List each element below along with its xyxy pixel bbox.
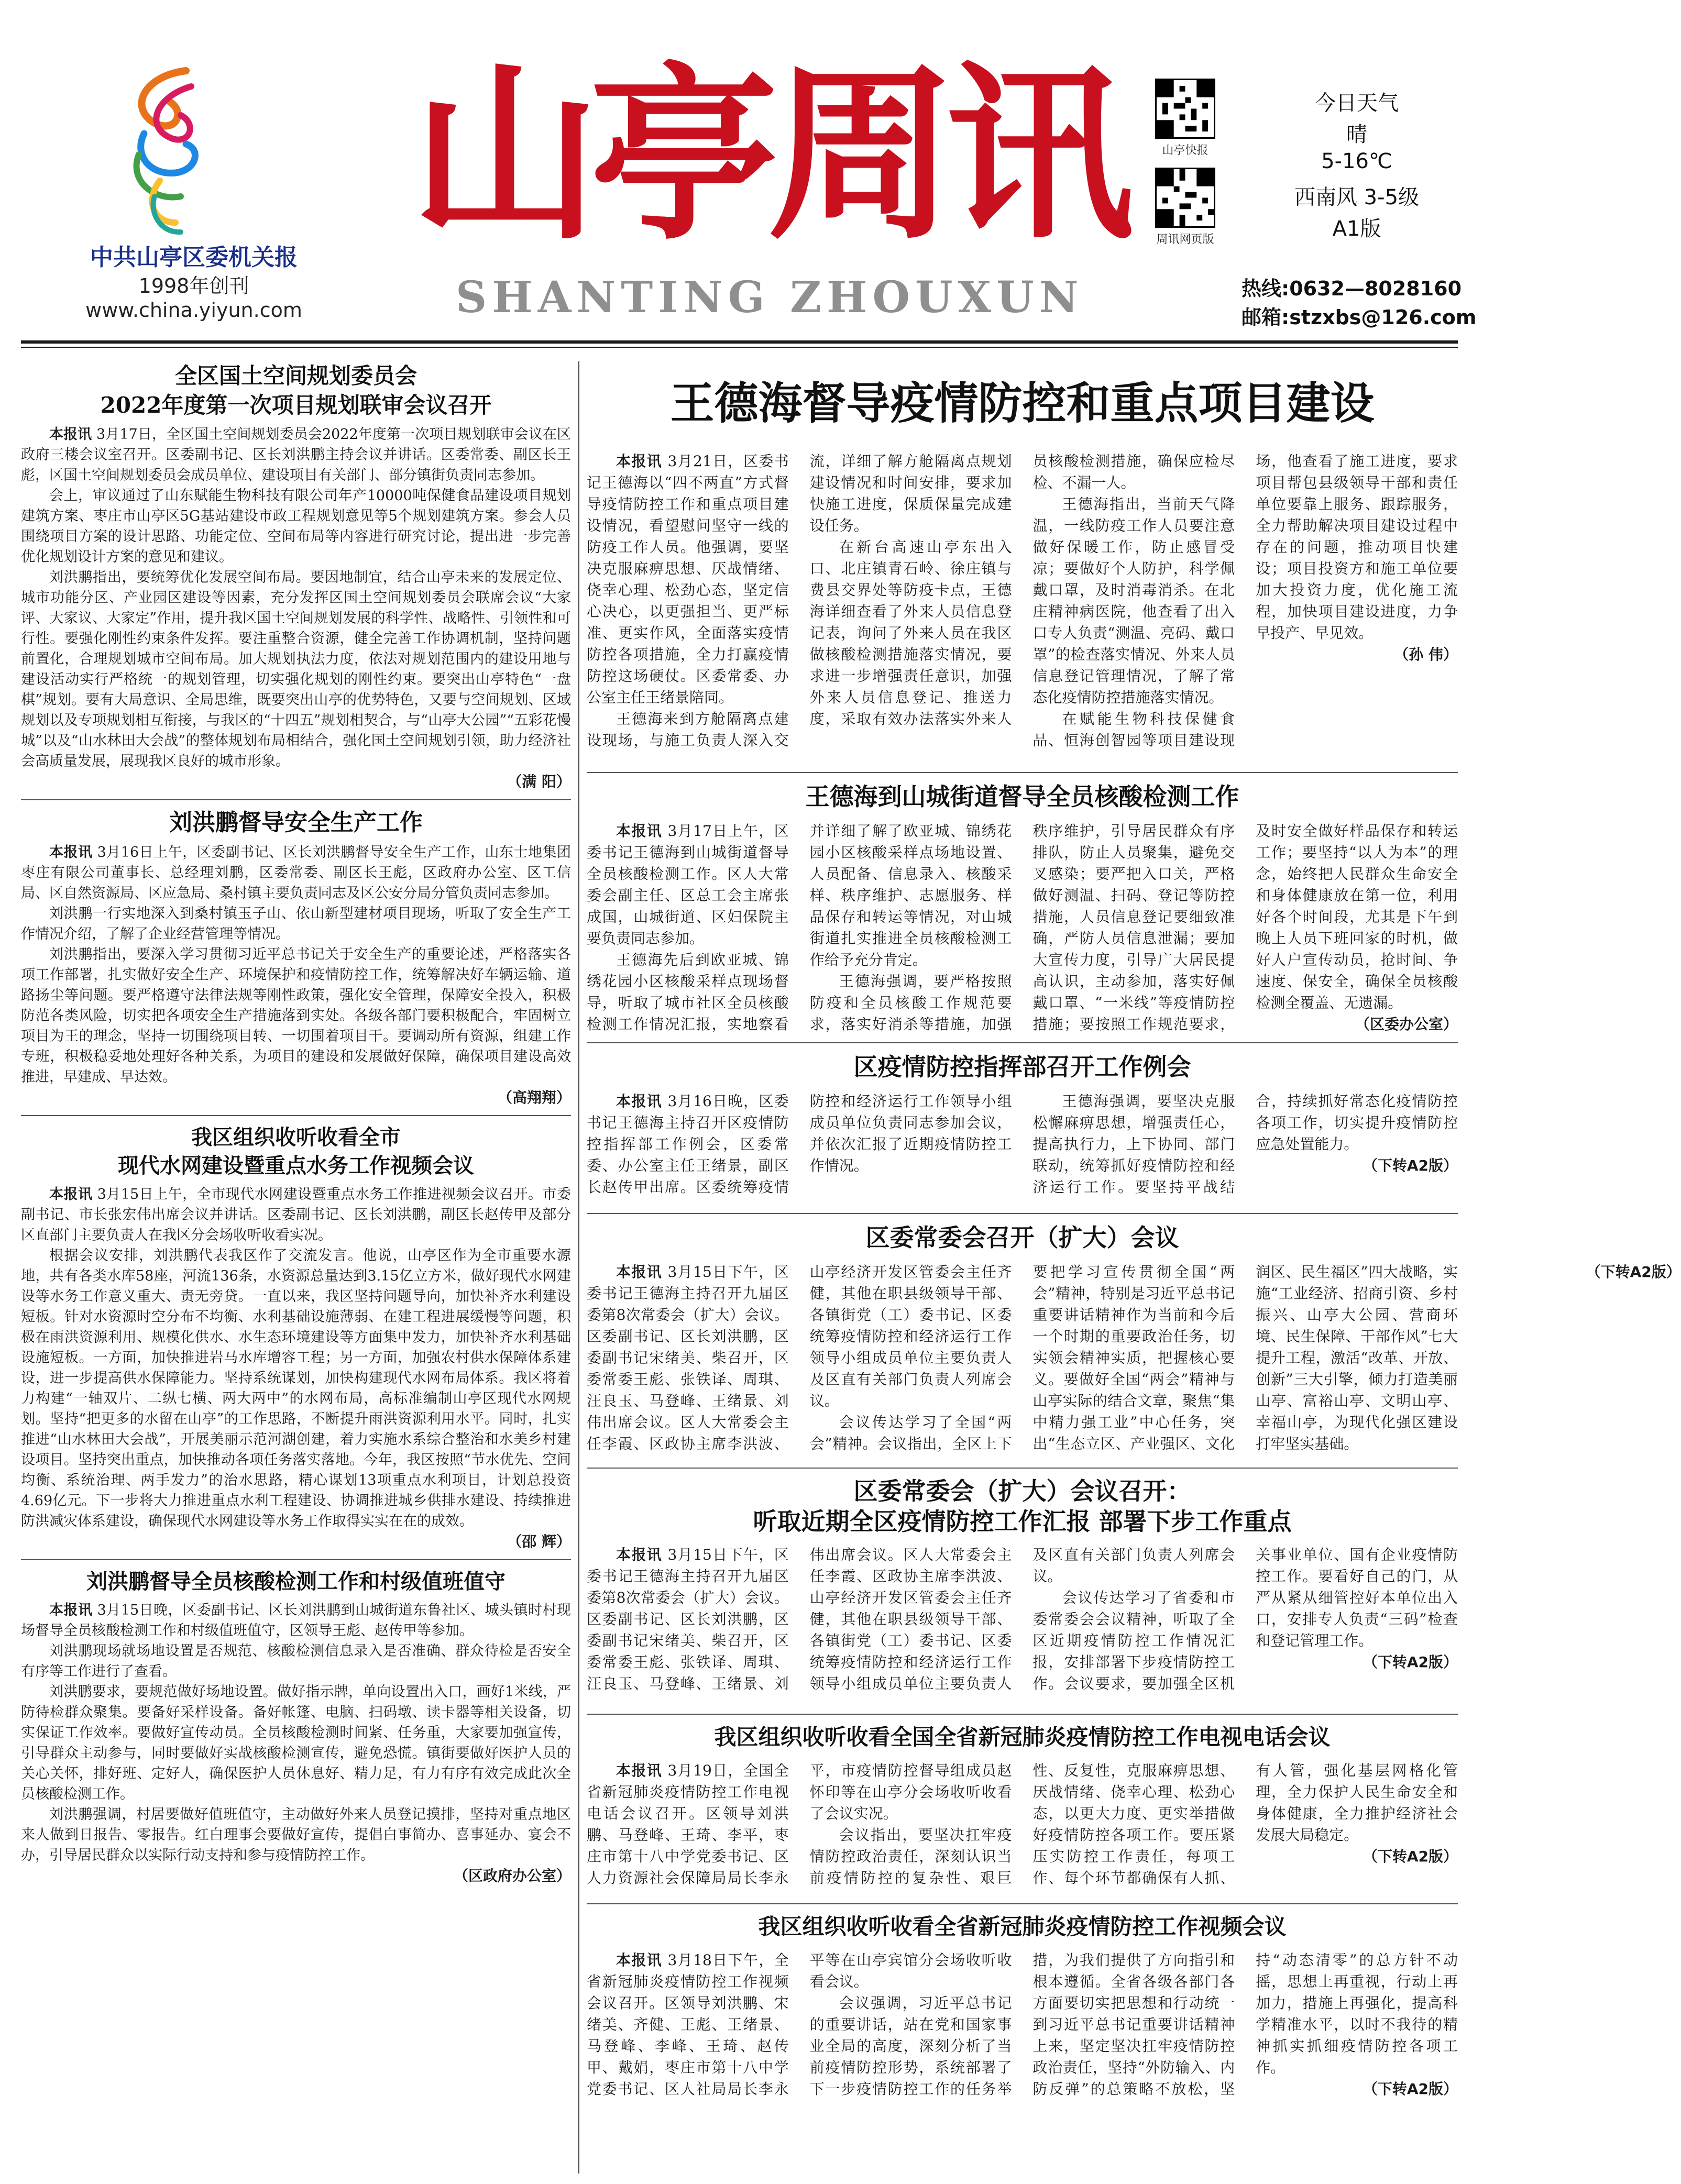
article-paragraph: 会上，审议通过了山东赋能生物科技有限公司年产10000吨保健食品建设项目规划建筑方案、枣庄市山亭区5G基站建设市政工程规划意见等5个规划建筑方案。参会人员围绕项目方案的设计思路、功能定位、空间布局等内容进行研究讨论，提出进一步完善优化规划设计方案的意见和建议。 (21, 488, 571, 565)
article-paragraph: 王德海指出，当前天气降温，一线防疫工作人员要注意做好保暖工作，防止感冒受凉；要做好个人防护，科学佩戴口罩，及时消毒消杀。在北庄精神病医院，他查看了出入口专人负责“测温、亮码、戴口罩”的检查落实情况、外来人员信息登记管理情况，了解了常态化疫情防控措施落实情况。 (1032, 495, 1235, 706)
article-planning-meeting (21, 361, 571, 792)
article-title: 听取近期全区疫情防控工作汇报 部署下步工作重点 (753, 1507, 1292, 1536)
article-paragraph: 本报讯 3月19日，全国全省新冠肺炎疫情防控工作电视电话会议召开。区领导刘洪鹏、马登峰、王琦、李平，枣庄市第十八中学党委书记、区人力资源社会保障局局长李永平，市疫情防控督导组成员赵怀印等在山亭分会场收听收看了会议实况。 (587, 1762, 1012, 1887)
article-title: 2022年度第一次项目规划联审会议召开 (100, 392, 492, 418)
byline: 本报讯 (49, 1602, 93, 1618)
article-title: 我区组织收听收看全市 (191, 1125, 401, 1150)
article-paragraph: 刘洪鹏要求，要规范做好场地设置。做好指示牌，单向设置出入口，画好1米线，严防待检群众聚集。要备好采样设备。备好帐篷、电脑、扫码墩、读卡器等相关设备，切实保证工作效率。要做好宣传动员。全员核酸检测时间紧、任务重，大家要加强宣传，引导群众主动参与，同时要做好实战核酸检测宣传，避免恐慌。镇街要做好医护人员的关心关怀，排好班、定好人，确保医护人员休息好、精力足，有力有序有效完成此次全员核酸检测工作。 (21, 1684, 571, 1802)
byline: 本报讯 (616, 1263, 663, 1281)
article-paragraph: 在赋能生物科技保健食品、恒海创智园等项目建设现场，他查看了施工进度，要求项目帮包县级领导干部和责任单位要靠上服务、跟踪服务，全力帮助解决项目建设过程中存在的问题，推动项目快建设；项目投资方和施工单位要加大投资力度，优化施工流程，加快项目建设进度，力争早投产、早见效。 (1032, 453, 1458, 749)
article-title: 刘洪鹏督导安全生产工作 (169, 809, 423, 836)
article-paragraph: 会议传达学习了全国“两会”精神。会议指出，全区上下要把学习宣传贯彻全国“两会”精神，特别是习近平总书记重要讲话精神作为当前和今后一个时期的重要政治任务，切实领会精神实质，把握核心要义。要做好全国“两会”精神与山亭实际的结合文章，聚焦“集中精力强工业”中心任务，突出“生态立区、产业强区、文化润区、民生福区”四大战略，实施“工业经济、招商引资、乡村振兴、山亭大公园、营商环境、民生保障、干部作风”七大提升工程，激活“改革、开放、创新”三大引擎，倾力打造美丽山亭、富裕山亭、文明山亭、幸福山亭，为现代化强区建设打牢坚实基础。 (809, 1263, 1458, 1452)
article-paragraph: 本报讯 3月17日上午，区委书记王德海到山城街道督导全员核酸检测工作。区人大常委会副主任、区总工会主席张成国，山城街道、区妇保院主要负责同志参加。 (587, 822, 789, 947)
article-divider (587, 1468, 1458, 1469)
left-column (21, 361, 571, 2179)
byline: 本报讯 (616, 1546, 663, 1563)
article-body (587, 450, 1458, 765)
article-paragraph: 本报讯 3月15日上午，全市现代水网建设暨重点水务工作推进视频会议召开。市委副书记、市长张宏伟出席会议并讲话。区委副书记、区长刘洪鹏，副区长赵传甲及部分区直部门主要负责人在我区分会场收听收看实况。 (21, 1186, 572, 1243)
newspaper-logo (123, 65, 207, 238)
article-title: 全区国土空间规划委员会 (174, 363, 417, 389)
article-divider (587, 1714, 1458, 1715)
byline: 本报讯 (616, 1093, 663, 1110)
article-paragraph: 王德海强调，要坚决克服松懈麻痹思想，增强责任心，提高执行力，上下协同、部门联动，统筹抓好疫情防控和经济运行工作。要坚持平战结合，持续抓好常态化疫情防控各项工作，切实提升疫情防控应急处置能力。 (1032, 1093, 1458, 1196)
qr-code-icon[interactable] (1155, 79, 1215, 139)
continued-label: （下转A2版） (1363, 1653, 1458, 1671)
article-body (587, 1760, 1458, 1896)
byline: 本报讯 (616, 453, 663, 470)
byline: 本报讯 (49, 426, 92, 443)
byline: 本报讯 (616, 1951, 663, 1969)
article-nucleic-acid-testing (21, 1568, 571, 1886)
email-address[interactable]: 邮箱:stzxbs@126.com (1241, 306, 1477, 329)
article-paragraph: 刘洪鹏指出，要深入学习贯彻习近平总书记关于安全生产的重要论述，严格落实各项工作部署，扎实做好安全生产、环境保护和疫情防控工作，统筹解决好车辆运输、道路扬尘等问题。要严格遵守法律法规等刚性政策，强化安全管理，保障安全投入，积极防范各类风险，切实把各项安全生产措施落到实处。各级各部门要积极配合，牢固树立项目为王的理念，坚持一切围绕项目转、一切围着项目干。要调动所有资源，组建工作专班，积极稳妥地处理好各种关系，为项目的建设和发展做好保障，确保项目建设高效推进，早建成、早达效。 (21, 946, 571, 1085)
qr-code-label: 山亭快报 (1162, 144, 1208, 157)
weather-wind: 西南风 3-5级 (1294, 185, 1420, 209)
article-body (587, 1949, 1458, 2101)
continued-label: （下转A2版） (1363, 1157, 1458, 1174)
newspaper-title-pinyin: SHANTING ZHOUXUN (456, 272, 1084, 323)
publisher-organ: 中共山亭区委机关报 (90, 244, 298, 271)
article-paragraph: 本报讯 3月15日下午，区委书记王德海主持召开九届区委第8次常委会（扩大）会议。区委副书记、区长刘洪鹏，区委副书记宋绪美、柴召开，区委常委王彪、张铁译、周琪、汪良玉、马登峰、王绪景、刘伟出席会议。区人大常委会主任李霞、区政协主席李洪波、山亭经济开发区管委会主任齐健，其他在职县级领导干部、各镇街党（工）委书记、区委统筹疫情防控和经济运行工作领导小组成员单位主要负责人及区直有关部门负责人列席会议。 (587, 1263, 1012, 1452)
article-signature: （区委办公室） (1355, 1016, 1458, 1033)
founding-year: 1998年创刊 (138, 274, 249, 297)
masthead (0, 0, 1479, 335)
article-title: 区委常委会（扩大）会议召开： (853, 1477, 1191, 1505)
article-paragraph: 本报讯 3月16日晚，区委书记王德海主持召开区疫情防控指挥部工作例会，区委常委、办公室主任王绪景，副区长赵传甲出席。区委统筹疫情防控和经济运行工作领导小组成员单位负责同志参加会议，并依次汇报了近期疫情防控工作情况。 (587, 1093, 1012, 1196)
article-title: 刘洪鹏督导全员核酸检测工作和村级值班值守 (86, 1569, 506, 1594)
article-body (587, 820, 1458, 1035)
article-paragraph: 本报讯 3月16日上午，区委副书记、区长刘洪鹏督导安全生产工作，山东士地集团枣庄有限公司董事长、总经理刘鹏，区委常委、副区长王彪，区政府办公室、区工信局、区自然资源局、区应急局、桑村镇主要负责同志及区公安分局分管负责同志参加。 (21, 844, 572, 901)
article-provincial-video-conference (587, 1912, 1458, 2101)
article-safety-production (21, 808, 571, 1108)
continued-label: （下转A2版） (1363, 2080, 1458, 2098)
article-paragraph: 会议指出，要坚决扛牢疫情防控政治责任，深刻认识当前疫情防控的复杂性、艰巨性、反复性，克服麻痹思想、厌战情绪、侥幸心理、松劲心态，以更大力度、更实举措做好疫情防控各项工作。要压紧压实防控工作责任，每项工作、每个环节都确保有人抓、有人管，强化基层网格化管理，全力保护人民生命安全和身体健康，全力推护经济社会发展大局稳定。 (809, 1762, 1458, 1887)
lead-article-epidemic-inspection (587, 372, 1458, 765)
article-committee-epidemic-report (587, 1476, 1458, 1706)
article-title: 区疫情防控指挥部召开工作例会 (853, 1053, 1191, 1081)
article-title: 王德海到山城街道督导全员核酸检测工作 (805, 782, 1239, 811)
article-divider (587, 1903, 1458, 1904)
article-paragraph: 王德海先后到欧亚城、锦绣花园小区核酸采样点现场督导，听取了城市社区全员核酸检测工作情况汇报，实地察看并详细了解了欧亚城、锦绣花园小区核酸采样点场地设置、人员配备、信息录入、核酸采样、秩序维护、志愿服务、样品保存和转运等情况，对山城街道扎实推进全员核酸检测工作给予充分肯定。 (587, 822, 1012, 1033)
article-signature: （孙 伟） (1394, 646, 1458, 663)
article-title: 我区组织收听收看全省新冠肺炎疫情防控工作视频会议 (758, 1914, 1287, 1939)
article-signature: （邵 辉） (507, 1533, 571, 1550)
article-water-network (21, 1123, 571, 1552)
article-body (587, 1090, 1458, 1206)
article-paragraph: 本报讯 3月18日下午，全省新冠肺炎疫情防控工作视频会议召开。区领导刘洪鹏、宋绪美、齐健、王彪、王绪景、马登峰、李峰、王琦、赵传甲、戴娟，枣庄市第十八中学党委书记、区人社局局长李永平等在山亭宾馆分会场收听收看会议。 (587, 1951, 1012, 2098)
qr-code-icon[interactable] (1155, 168, 1215, 228)
article-signature: （高翔翔） (497, 1089, 571, 1106)
byline: 本报讯 (49, 1186, 93, 1203)
article-divider (21, 1559, 571, 1560)
article-divider (21, 799, 571, 800)
article-shancheng-testing (587, 780, 1458, 1035)
article-title: 现代水网建设暨重点水务工作视频会议 (118, 1153, 474, 1178)
article-paragraph: 本报讯 3月15日下午，区委书记王德海主持召开九届区委第8次常委会（扩大）会议。区委副书记、区长刘洪鹏，区委副书记宋绪美、柴召开，区委常委王彪、张铁译、周琪、汪良玉、马登峰、王绪景、刘伟出席会议。区人大常委会主任李霞、区政协主席李洪波、山亭经济开发区管委会主任齐健，其他在职县级领导干部、各镇街党（工）委书记、区委统筹疫情防控和经济运行工作领导小组成员单位主要负责人及区直有关部门负责人列席会议。 (587, 1546, 1235, 1692)
article-paragraph: 根据会议安排，刘洪鹏代表我区作了交流发言。他说，山亭区作为全市重要水源地，共有各类水库58座，河流136条，水资源总量达到3.15亿立方米，做好现代水网建设等水务工作意义重大、责无旁贷。一直以来，我区坚持问题导向，加快补齐水利建设短板。针对水资源时空分布不均衡、水利基础设施薄弱、在建工程进展缓慢等问题，积极在雨洪资源利用、规模化供水、水生态环境建设等方面集中发力，加快补齐水利基础设施短板。一方面，加快推进岩马水库增容工程；另一方面，加强农村供水保障体系建设，进一步提高供水保障能力。坚持系统谋划，加快构建现代水网布局体系。我区将着力构建“一轴双片、二纵七横、两大两中”的水网布局，高标准编制山亭区现代水网规划。坚持“把更多的水留在山亭”的工作思路，不断提升雨洪资源利用水平。同时，扎实推进“山水林田大会战”，开展美丽示范河湖创建，着力实施水系综合整治和水美乡村建设项目。坚持突出重点，加快推动各项任务落实落地。今年，我区按照“节水优先、空间均衡、系统治理、两手发力”的治水思路，精心谋划13项重点水利项目，计划总投资4.69亿元。下一步将大力推进重点水利工程建设、协调推进城乡供排水建设、持续推进防洪减灾体系建设，确保现代水网建设等水务工作取得实实在在的成效。 (21, 1248, 571, 1529)
article-paragraph: 刘洪鹏指出，要统筹优化发展空间布局。要因地制宜，结合山亭未来的发展定位、城市功能分区、产业园区建设等因素，充分发挥区国土空间规划委员会联席会议“大家评、大家议、大家定”作用，提升我区国土空间规划发展的科学性、战略性、引领性和可行性。要强化刚性约束条件发挥。要注重整合资源，健全完善工作协调机制，坚持问题前置化，合理规划城市空间布局。加大规划执法力度，依法对规划范围内的建设用地与建设活动实行严格统一的规划管理，切实强化规划的刚性约束。要突出山亭特色“一盘棋”规划。要有大局意识、全局思维，既要突出山亭的优势特色，又要与空间规划、区域规划以及专项规划相互衔接，与我区的“十四五”规划相契合，与“山亭大公园”“五彩花慢城”以及“山水林田大会战”的整体规划布局相结合，强化国土空间规划引领，助力经济社会高质量发展，展现我区良好的城市形象。 (21, 569, 571, 769)
article-national-teleconference (587, 1722, 1458, 1896)
article-paragraph: 刘洪鹏现场就场地设置是否规范、核酸检测信息录入是否准确、群众待检是否安全有序等工作进行了查看。 (21, 1643, 571, 1680)
edition-label: A1版 (1332, 217, 1381, 241)
article-title: 区委常委会召开（扩大）会议 (865, 1223, 1179, 1252)
byline: 本报讯 (616, 822, 663, 840)
weather-temperature: 5-16℃ (1321, 149, 1392, 173)
article-paragraph: 本报讯 3月21日，区委书记王德海以“四不两直”方式督导疫情防控工作和重点项目建设情况，看望慰问坚守一线的防疫工作人员。他强调，要坚决克服麻痹思想、厌战情绪、侥幸心理、松劲心态，坚定信心决心，以更强担当、更严标准、更实作风，全面落实疫情防控各项措施，全力打赢疫情防控这场硬仗。区委常委、办公室主任王绪景陪同。 (587, 453, 789, 706)
column-divider (578, 361, 579, 2174)
article-divider (21, 1115, 571, 1116)
article-title: 我区组织收听收看全国全省新冠肺炎疫情防控工作电视电话会议 (714, 1724, 1331, 1750)
article-divider (587, 772, 1458, 773)
article-divider (587, 1042, 1458, 1043)
qr-code-label: 周讯网页版 (1156, 233, 1214, 246)
weather-title: 今日天气 (1315, 91, 1399, 115)
article-paragraph: 王德海强调，要严格按照防疫和全员核酸工作规范要求，落实好消杀等措施，加强秩序维护，引导居民群众有序排队，防止人员聚集，避免交叉感染；要严把入口关，严格做好测温、扫码、登记等防控措施，人员信息登记要细致准确，严防人员信息泄漏；要加大宣传力度，引导广大居民提高认识，主动参加，落实好佩戴口罩、“一米线”等疫情防控措施；要按照工作规范要求，及时安全做好样品保存和转运工作；要坚持“以人为本”的理念，始终把人民群众生命安全和身体健康放在第一位，利用好各个时间段，尤其是下午到晚上人员下班回家的时机，做好人户宣传动员，抢时间、争速度、保安全，确保全员核酸检测全覆盖、无遗漏。 (809, 822, 1458, 1033)
right-column (587, 361, 1681, 2179)
article-signature: （满 阳） (507, 773, 571, 790)
masthead-divider (21, 340, 1458, 344)
article-paragraph: 刘洪鹏强调，村居要做好值班值守，主动做好外来人员登记摸排，坚持对重点地区来人做到日报告、零报告。红白理事会要做好宣传，提倡白事简办、喜事延办、宴会不办，引导居民群众以实际行动支持和参与疫情防控工作。 (21, 1806, 571, 1863)
article-paragraph: 本报讯 3月15日晚，区委副书记、区长刘洪鹏到山城街道东鲁社区、城头镇时村现场督导全员核酸检测工作和村级值班值守，区领导王彪、赵传甲等参加。 (21, 1602, 572, 1639)
article-paragraph: 刘洪鹏一行实地深入到桑村镇玉子山、依山新型建材项目现场，听取了安全生产工作情况介绍，了解了企业经营管理等情况。 (21, 906, 571, 942)
article-paragraph: 王德海来到方舱隔离点建设现场，与施工负责人深入交流，详细了解方舱隔离点规划建设情况和时间安排，要求加快施工进度，保质保量完成建设任务。 (587, 453, 1012, 749)
masthead-divider (21, 347, 1458, 348)
weather-condition: 晴 (1346, 123, 1367, 147)
article-paragraph: 会议传达学习了省委和市委常委会会议精神，听取了全区近期疫情防控工作情况汇报，安排部署下步疫情防控工作。会议要求，要加强全区机关事业单位、国有企业疫情防控工作。要看好自己的门，从严从紧从细管控好本单位出入口，安排专人负责“三码”检查和登记管理工作。 (1032, 1546, 1458, 1692)
article-standing-committee (587, 1221, 1681, 1460)
article-signature: （区政府办公室） (453, 1867, 571, 1884)
article-paragraph: 在新台高速山亭东出入口、北庄镇青石岭、徐庄镇与费县交界处等防疫卡点，王德海详细查看了外来人员信息登记表，询问了外来人员在我区做核酸检测措施落实情况，要求进一步增强责任意识，加强外来人员信息登记、推送力度，采取有效办法落实外来人员核酸检测措施，确保应检尽检、不漏一人。 (809, 453, 1235, 727)
continued-label: （下转A2版） (1586, 1263, 1681, 1281)
article-body (587, 1261, 1681, 1460)
hotline: 热线:0632—8028160 (1241, 277, 1462, 300)
byline: 本报讯 (49, 844, 93, 861)
lead-article-title: 王德海督导疫情防控和重点项目建设 (670, 377, 1375, 429)
continued-label: （下转A2版） (1363, 1848, 1458, 1865)
article-paragraph: 本报讯 3月17日，全区国土空间规划委员会2022年度第一次项目规划联审会议在区政府三楼会议室召开。区委副书记、区长刘洪鹏主持会议并讲话。区委常委、副区长王彪，区国土空间规划委员会成员单位、建设项目有关部门、部分镇街负责同志参加。 (21, 426, 572, 483)
byline: 本报讯 (616, 1762, 663, 1779)
article-divider (587, 1213, 1458, 1214)
article-body (587, 1544, 1458, 1706)
website-link[interactable]: www.china.yiyun.com (85, 299, 302, 322)
article-paragraph: 会议强调，习近平总书记的重要讲话，站在党和国家事业全局的高度，深刻分析了当前疫情防控形势，系统部署了下一步疫情防控工作的任务举措，为我们提供了方向指引和根本遵循。全省各级各部门各方面要切实把思想和行动统一到习近平总书记重要讲话精神上来，坚定坚决扛牢疫情防控政治责任，坚持“外防输入、内防反弹”的总策略不放松，坚持“动态清零”的总方针不动摇，思想上再重视，行动上再加力，措施上再强化，提高科学精准水平，以时不我待的精神抓实抓细疫情防控各项工作。 (809, 1951, 1458, 2098)
article-command-meeting (587, 1051, 1458, 1206)
newspaper-title: 山亭周讯 (411, 43, 1124, 265)
